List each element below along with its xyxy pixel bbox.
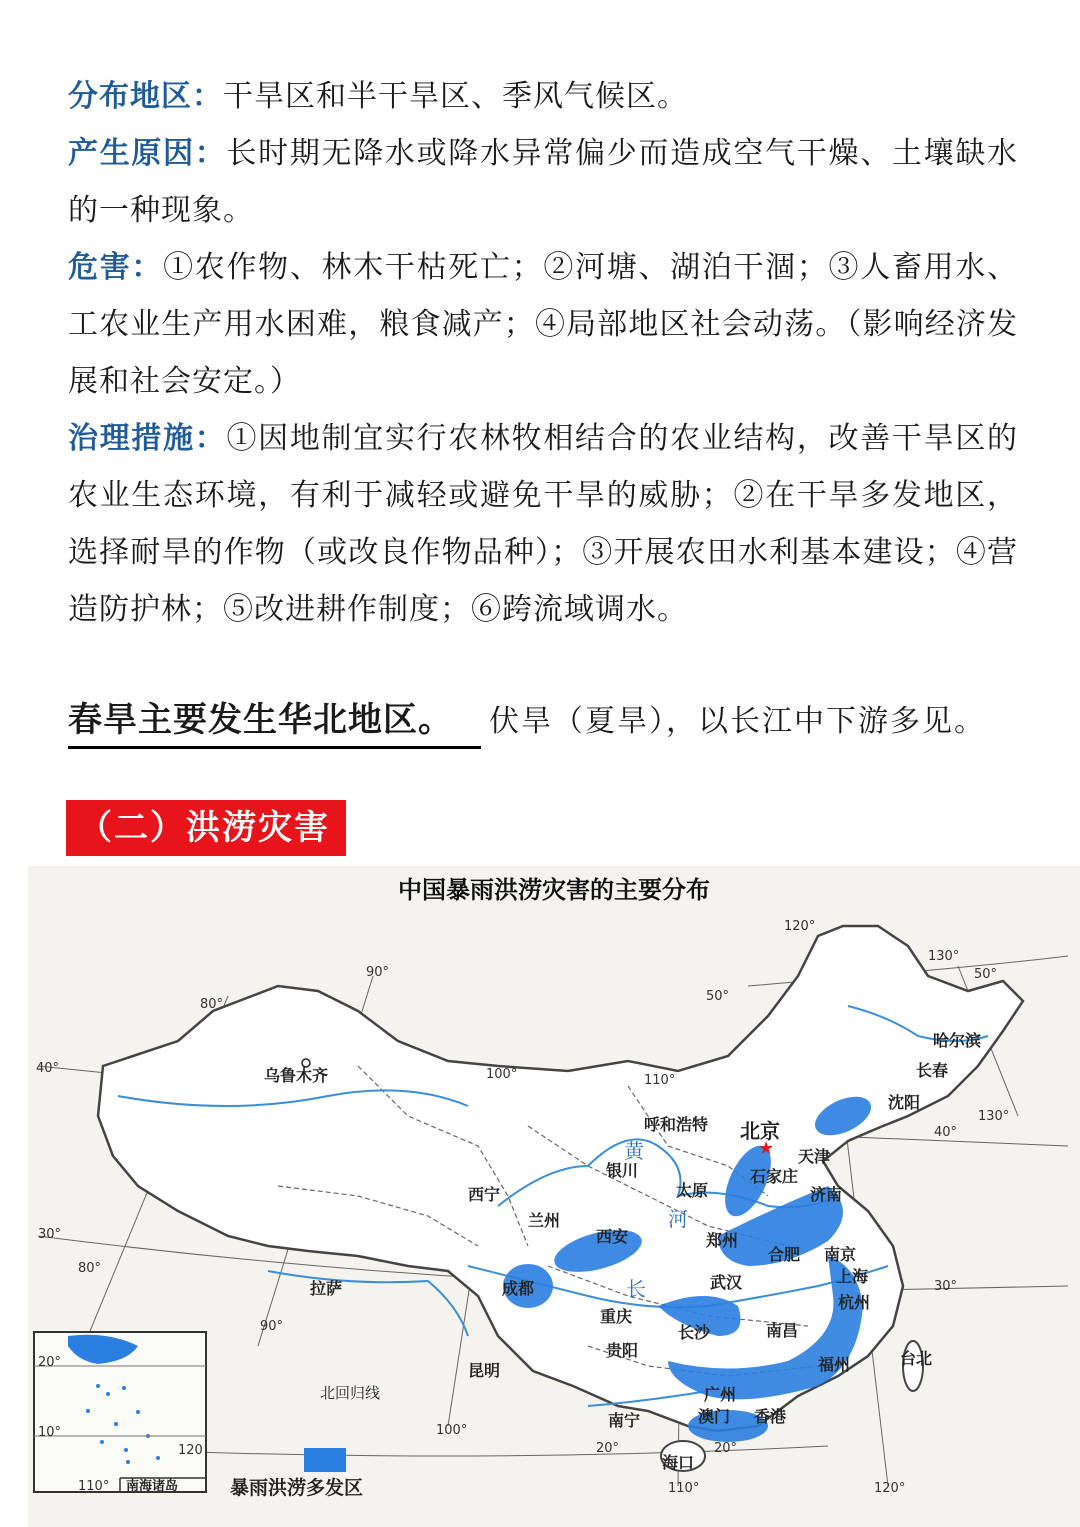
distribution-text: 干旱区和半干旱区、季风气候区。 bbox=[223, 79, 688, 114]
coord-lon130-right: 130° bbox=[978, 1109, 1010, 1124]
cause-label: 产生原因： bbox=[68, 136, 227, 171]
coord-lat50-mid: 50° bbox=[706, 989, 730, 1004]
harm-label: 危害： bbox=[68, 250, 164, 285]
coord-lon80-top: 80° bbox=[200, 997, 224, 1012]
coord-lon120-top: 120° bbox=[784, 919, 816, 934]
city-changchun: 长春 bbox=[916, 1061, 949, 1080]
city-shanghai: 上海 bbox=[836, 1267, 869, 1286]
city-nanning: 南宁 bbox=[608, 1411, 641, 1430]
city-nanchang: 南昌 bbox=[766, 1321, 799, 1340]
flood-distribution-map bbox=[28, 866, 1080, 1527]
spring-drought-line bbox=[68, 692, 1028, 750]
capital-star-icon: ★ bbox=[758, 1138, 775, 1159]
city-aomen: 澳门 bbox=[698, 1407, 731, 1426]
city-fuzhou: 福州 bbox=[818, 1355, 851, 1374]
city-lanzhou: 兰州 bbox=[528, 1211, 561, 1230]
coord-lon90-top: 90° bbox=[366, 965, 390, 980]
coord-lon120-bottom: 120° bbox=[874, 1481, 906, 1496]
city-yinchuan: 银川 bbox=[606, 1161, 639, 1180]
label-changjiang: 长 bbox=[626, 1277, 646, 1301]
coord-lon100-bottom: 100° bbox=[436, 1423, 468, 1438]
inset-coord-lat20: 20° bbox=[38, 1355, 62, 1370]
cause-paragraph bbox=[68, 125, 1018, 239]
city-guiyang: 贵阳 bbox=[606, 1341, 639, 1360]
label-huanghe-2: 河 bbox=[668, 1207, 688, 1231]
city-xianggang: 香港 bbox=[754, 1407, 787, 1426]
city-kunming: 昆明 bbox=[468, 1361, 501, 1380]
inset-coord-lon110: 110° bbox=[78, 1479, 110, 1494]
city-zhengzhou: 郑州 bbox=[706, 1231, 739, 1250]
city-hangzhou: 杭州 bbox=[838, 1293, 871, 1312]
city-tianjin: 天津 bbox=[798, 1147, 831, 1166]
coord-lat30-right: 30° bbox=[934, 1279, 958, 1294]
flood-section-heading: （二）洪涝灾害 bbox=[66, 800, 346, 856]
city-hefei: 合肥 bbox=[768, 1245, 801, 1264]
distribution-label: 分布地区： bbox=[68, 79, 223, 114]
coord-lon100-mid: 100° bbox=[486, 1067, 518, 1082]
map-svg bbox=[28, 866, 1080, 1527]
city-taibei: 台北 bbox=[900, 1349, 933, 1368]
measures-label: 治理措施： bbox=[68, 421, 227, 456]
city-wuhan: 武汉 bbox=[710, 1273, 743, 1292]
map-title: 中国暴雨洪涝灾害的主要分布 bbox=[398, 876, 710, 904]
city-shenyang: 沈阳 bbox=[888, 1093, 921, 1112]
city-shijiazhuang: 石家庄 bbox=[750, 1167, 799, 1186]
distribution-paragraph bbox=[68, 68, 1018, 125]
inset-coord-lon120: 120 bbox=[178, 1443, 203, 1458]
coord-lat30-left: 30° bbox=[38, 1227, 62, 1242]
measures-paragraph bbox=[68, 410, 1018, 638]
harm-paragraph bbox=[68, 239, 1018, 410]
coord-lat50-right: 50° bbox=[974, 967, 998, 982]
south-china-sea-inset bbox=[34, 1332, 206, 1494]
label-tropic: 北回归线 bbox=[320, 1384, 381, 1402]
coord-lon80-left: 80° bbox=[78, 1261, 102, 1276]
harm-text: ①农作物、林木干枯死亡；②河塘、湖泊干涸；③人畜用水、工农业生产用水困难，粮食减产；④局部地区社会动荡。（影响经济发展和社会安定。） bbox=[68, 250, 1019, 399]
city-changsha: 长沙 bbox=[678, 1323, 711, 1342]
drought-section bbox=[68, 68, 1018, 638]
city-nanjing: 南京 bbox=[824, 1245, 857, 1264]
yarlung-river bbox=[268, 1271, 468, 1336]
coord-lat40-right: 40° bbox=[934, 1125, 958, 1140]
legend-label: 暴雨洪涝多发区 bbox=[230, 1477, 364, 1499]
coord-lon110-bottom: 110° bbox=[668, 1481, 700, 1496]
legend-swatch bbox=[304, 1448, 346, 1472]
coord-lat40-left: 40° bbox=[36, 1061, 60, 1076]
city-chengdu: 成都 bbox=[502, 1279, 535, 1298]
city-lasa: 拉萨 bbox=[310, 1279, 343, 1298]
city-beijing: 北京 bbox=[740, 1119, 780, 1143]
city-guangzhou: 广州 bbox=[704, 1385, 737, 1404]
inset-label: 南海诸岛 bbox=[126, 1479, 179, 1494]
city-chongqing: 重庆 bbox=[600, 1307, 633, 1326]
china-outline bbox=[98, 926, 1023, 1431]
coord-lat20-left: 20° bbox=[596, 1441, 620, 1456]
inset-coord-lat10: 10° bbox=[38, 1425, 62, 1440]
summer-drought-note: 伏旱（夏旱），以长江中下游多见。 bbox=[489, 704, 986, 739]
coord-lon110-mid: 110° bbox=[644, 1073, 676, 1088]
measures-text: ①因地制宜实行农林牧相结合的农业结构，改善干旱区的农业生态环境，有利于减轻或避免干旱的威胁；②在干旱多发地区，选择耐旱的作物（或改良作物品种）；③开展农田水利基本建设；④营造防护林；⑤改进耕作制度；⑥跨流域调水。 bbox=[68, 421, 1019, 627]
city-xining: 西宁 bbox=[468, 1185, 501, 1204]
coord-lon90-bottom: 90° bbox=[260, 1319, 284, 1334]
coord-lon130-top: 130° bbox=[928, 949, 960, 964]
city-wulumuqi: 乌鲁木齐 bbox=[264, 1066, 329, 1085]
coord-lat20-right: 20° bbox=[714, 1441, 738, 1456]
city-jinan: 济南 bbox=[810, 1185, 843, 1204]
city-haerbin: 哈尔滨 bbox=[933, 1031, 982, 1050]
city-huhehaote: 呼和浩特 bbox=[644, 1115, 709, 1134]
city-taiyuan: 太原 bbox=[676, 1181, 709, 1200]
label-huanghe-1: 黄 bbox=[624, 1139, 644, 1163]
city-haikou: 海口 bbox=[662, 1453, 695, 1472]
city-xian: 西安 bbox=[596, 1227, 629, 1246]
cause-text: 长时期无降水或降水异常偏少而造成空气干燥、土壤缺水的一种现象。 bbox=[68, 136, 1019, 228]
map-legend bbox=[230, 1448, 363, 1499]
spring-drought-main: 春旱主要发生华北地区。 bbox=[68, 700, 481, 749]
